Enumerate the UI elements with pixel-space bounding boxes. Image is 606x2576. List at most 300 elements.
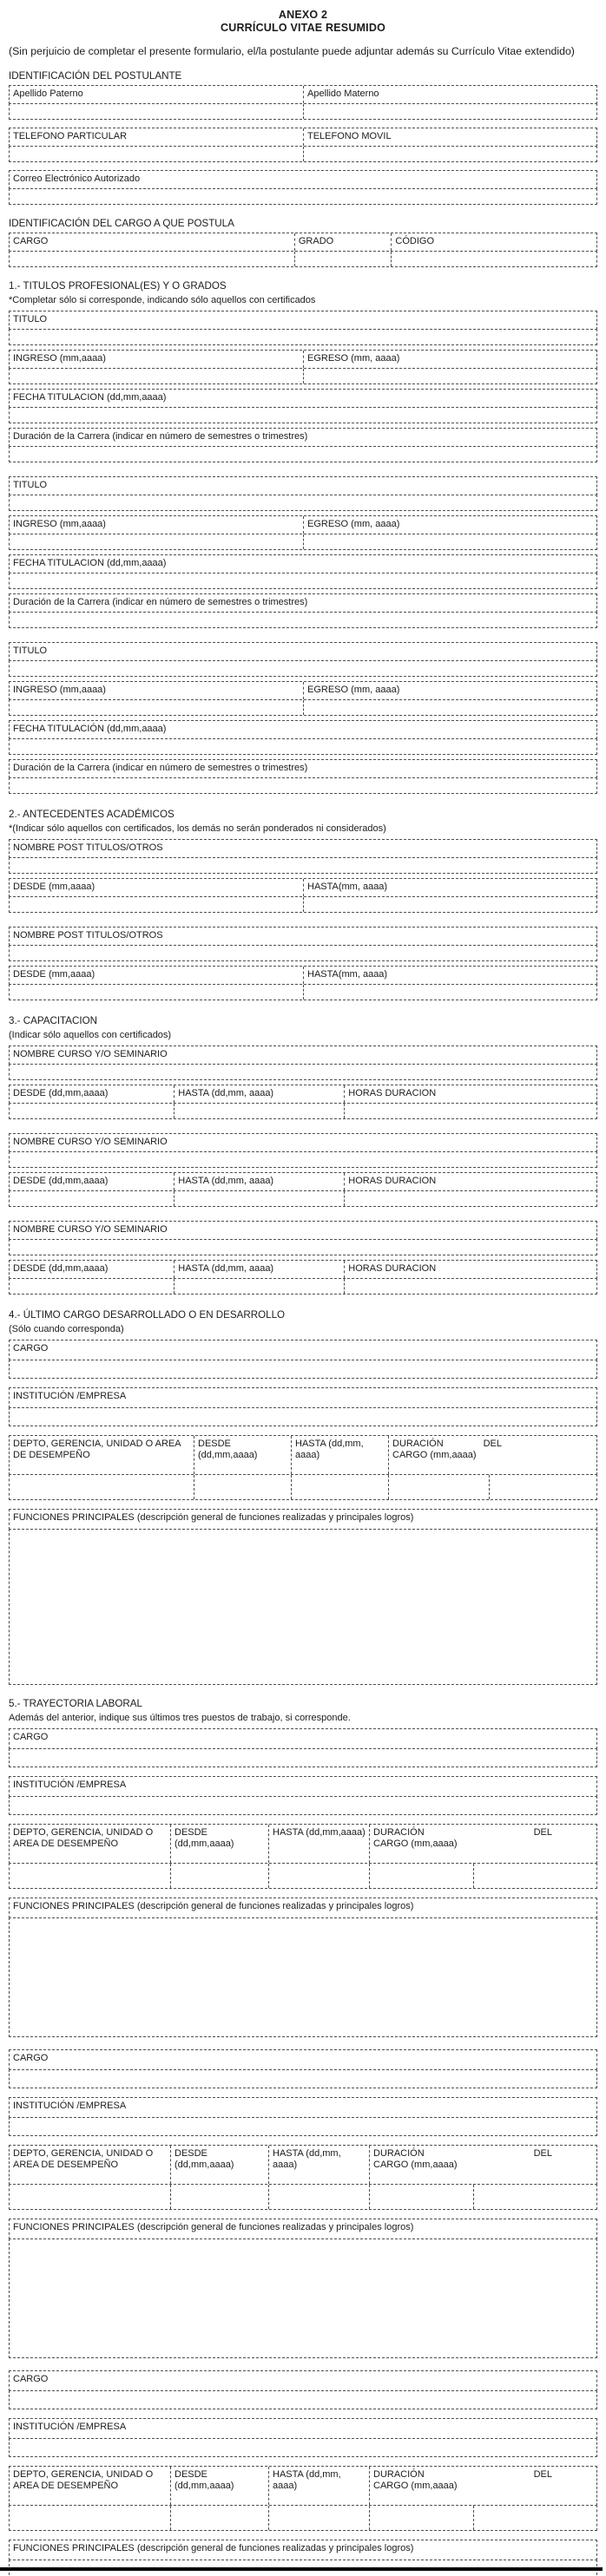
duracion-cargo-input[interactable]: [369, 1864, 473, 1888]
desde-hasta-label-row: [9, 878, 597, 897]
titulo-block-1: [9, 311, 597, 462]
cargo-detalle-input-row: [9, 1474, 597, 1500]
fecha-titulacion-group: [9, 720, 597, 755]
duracion-word1: DURACIÓN: [373, 1827, 425, 1838]
hasta-input[interactable]: [268, 2506, 369, 2530]
hasta-input[interactable]: [268, 2185, 369, 2209]
institucion-empresa-label: INSTITUCIÓN /EMPRESA: [13, 2422, 127, 2432]
duracion-carrera-input-row: [9, 446, 597, 462]
grado-label: GRADO: [294, 233, 392, 251]
nombre-curso-label: NOMBRE CURSO Y/O SEMINARIO: [13, 1049, 168, 1059]
nombre-curso-group: [9, 1133, 597, 1168]
hasta-label: HASTA (dd,mm, aaaa): [174, 1173, 344, 1190]
fecha-titulacion-input-row: [9, 738, 597, 755]
desde-hasta-group: [9, 878, 597, 913]
telefonos-group: [9, 128, 597, 162]
horas-duracion-label: HORAS DURACION: [344, 1261, 596, 1278]
nombre-post-titulo-label: NOMBRE POST TITULOS/OTROS: [13, 930, 163, 941]
cargo-detalle-header-row: [9, 1435, 597, 1475]
nombre-post-titulo-input[interactable]: [10, 858, 596, 873]
telefono-movil-label: TELEFONO MOVIL: [303, 128, 596, 146]
institucion-empresa-label: INSTITUCIÓN /EMPRESA: [13, 2101, 127, 2111]
duracion-carrera-label: Duración de la Carrera (indicar en número de semestres o trimestres): [13, 597, 308, 607]
institucion-group: [9, 1776, 597, 1815]
extra-input[interactable]: [473, 2185, 596, 2209]
cargo-input[interactable]: [10, 2391, 596, 2409]
ingreso-input[interactable]: [10, 534, 303, 549]
cargo-detalle-table: [9, 2466, 597, 2531]
titulo-input[interactable]: [10, 661, 596, 676]
funciones-input-row: [9, 1529, 597, 1685]
telefono-particular-input[interactable]: [10, 147, 303, 161]
duracion-carrera-input[interactable]: [10, 778, 596, 793]
nombre-curso-input[interactable]: [10, 1065, 596, 1079]
heading-capacitacion: 3.- CAPACITACION: [9, 1015, 97, 1026]
correo-autorizado-input[interactable]: [10, 189, 596, 204]
institucion-label-row: [9, 1776, 597, 1797]
nombre-curso-group: [9, 1045, 597, 1080]
correo-group: [9, 170, 597, 205]
titulo-input[interactable]: [10, 330, 596, 344]
ingreso-egreso-input-row: [9, 368, 597, 384]
nombre-curso-label-row: [9, 1133, 597, 1152]
heading-ultimo-cargo: 4.- ÚLTIMO CARGO DESARROLLADO O EN DESARROLLO: [9, 1309, 286, 1321]
funciones-label: FUNCIONES PRINCIPALES (descripción general de funciones realizadas y principales logros): [13, 1901, 414, 1911]
funciones-group: [9, 1898, 597, 2037]
desde-label: DESDE (dd,mm,aaaa): [13, 1263, 109, 1274]
depto-area-label: DEPTO, GERENCIA, UNIDAD O AREA DE DESEMPEÑO: [13, 2148, 154, 2170]
duracion-carrera-group: [9, 428, 597, 462]
cargo-detalle-input-row: [9, 2505, 597, 2531]
funciones-input-row: [9, 1917, 597, 2037]
cargo-input-row: [9, 2390, 597, 2409]
hasta-input[interactable]: [268, 1864, 369, 1888]
apellido-materno-input[interactable]: [303, 104, 596, 119]
fecha-titulacion-input-row: [9, 573, 597, 589]
funciones-input-row: [9, 2238, 597, 2358]
institucion-input-row: [9, 1796, 597, 1815]
page-bottom-rule: [0, 2567, 603, 2571]
hasta-input[interactable]: [303, 985, 596, 1000]
desde-label: DESDE (dd,mm,aaaa): [170, 2146, 268, 2184]
funciones-label-row: [9, 2540, 597, 2560]
fecha-titulacion-group: [9, 554, 597, 589]
apellido-materno-label: Apellido Materno: [303, 86, 596, 103]
extra-input[interactable]: [473, 2506, 596, 2530]
cargo-group: [9, 2049, 597, 2088]
cargo-label-row: [9, 1728, 597, 1749]
sec-postulante: [9, 69, 597, 205]
nombre-post-titulo-input-row: [9, 857, 597, 874]
cargo-input-row: [9, 1748, 597, 1767]
horas-duracion-label: HORAS DURACION: [344, 1085, 596, 1103]
cargo-group: [9, 1728, 597, 1767]
duracion-carrera-label: Duración de la Carrera (indicar en número de semestres o trimestres): [13, 763, 308, 773]
hasta-label: HASTA (dd,mm, aaaa): [174, 1085, 344, 1103]
depto-area-input[interactable]: [10, 2185, 170, 2209]
nombre-curso-label-row: [9, 1221, 597, 1240]
nombre-curso-label: NOMBRE CURSO Y/O SEMINARIO: [13, 1137, 168, 1147]
telefonos-input-row: [9, 146, 597, 162]
desde-input[interactable]: [10, 1191, 174, 1206]
duracion-carrera-input[interactable]: [10, 447, 596, 462]
funciones-label: FUNCIONES PRINCIPALES (descripción general de funciones realizadas y principales logros): [13, 2543, 414, 2553]
fecha-titulacion-input[interactable]: [10, 408, 596, 423]
apellidos-label-row: [9, 85, 597, 104]
titulo-label-row: [9, 476, 597, 495]
hasta-input[interactable]: [174, 1279, 344, 1294]
sec-capacitacion: [9, 1014, 597, 1295]
desde-hasta-label-row: [9, 966, 597, 985]
duracion-line1: [373, 2148, 552, 2160]
fecha-titulacion-group: [9, 389, 597, 423]
trayectoria-block-3: [9, 2370, 597, 2576]
titulo-label-row: [9, 642, 597, 661]
note-antecedentes: *(Indicar sólo aquellos con certificados, los demás no serán ponderados ni considerados): [9, 823, 386, 834]
egreso-label: EGRESO (mm, aaaa): [303, 351, 596, 368]
egreso-input[interactable]: [303, 534, 596, 549]
titulo-input[interactable]: [10, 495, 596, 510]
titulo-block-2: [9, 476, 597, 628]
nombre-curso-input-row: [9, 1239, 597, 1255]
sec-ultimo-cargo: [9, 1308, 597, 1685]
funciones-input[interactable]: [10, 1530, 596, 1684]
desde-input[interactable]: [10, 1104, 174, 1118]
duracion-word1: DURACIÓN: [373, 2469, 425, 2480]
ingreso-egreso-label-row: [9, 681, 597, 700]
cargo-label-row: [9, 1340, 597, 1360]
extra-input[interactable]: [473, 1864, 596, 1888]
hasta-label: HASTA(mm, aaaa): [303, 879, 596, 896]
hasta-label: HASTA (dd,mm,aaaa): [268, 1825, 369, 1863]
duracion-cargo-label: [369, 2467, 596, 2505]
institucion-empresa-label: INSTITUCIÓN /EMPRESA: [13, 1391, 127, 1401]
note-titulos: *Completar sólo si corresponde, indicando sólo aquellos con certificados: [9, 295, 316, 305]
extra-input[interactable]: [489, 1475, 596, 1499]
funciones-label-row: [9, 1898, 597, 1918]
cargo-group: [9, 1340, 597, 1379]
nombre-curso-input[interactable]: [10, 1152, 596, 1167]
cargo-postula-label-row: [9, 233, 597, 252]
cargo-input[interactable]: [10, 1360, 596, 1378]
hasta-input[interactable]: [174, 1191, 344, 1206]
duracion-line2: CARGO (mm,aaaa): [392, 1450, 477, 1460]
telefonos-label-row: [9, 128, 597, 147]
institucion-input-row: [9, 2438, 597, 2457]
desde-label: DESDE (dd,mm,aaaa): [13, 1176, 109, 1186]
nombre-post-titulo-label-row: [9, 927, 597, 946]
fecha-titulacion-label-row: [9, 389, 597, 408]
fechas-horas-input-row: [9, 1278, 597, 1295]
duracion-line2: CARGO (mm,aaaa): [373, 2160, 458, 2170]
fechas-horas-group: [9, 1260, 597, 1295]
duracion-carrera-input[interactable]: [10, 613, 596, 627]
form-title: ANEXO 2: [278, 9, 328, 21]
depto-area-label: DEPTO, GERENCIA, UNIDAD O AREA DE DESEMPEÑO: [13, 2469, 154, 2491]
titulo-label-row: [9, 311, 597, 330]
cargo-input[interactable]: [10, 1749, 596, 1766]
institucion-empresa-input[interactable]: [10, 2439, 596, 2456]
egreso-input[interactable]: [303, 700, 596, 715]
heading-trayectoria: 5.- TRAYECTORIA LABORAL: [9, 1698, 142, 1709]
fechas-horas-input-row: [9, 1103, 597, 1119]
duracion-cargo-label: [369, 1825, 596, 1863]
cargo-detalle-table: [9, 2145, 597, 2210]
titulo-label: TITULO: [13, 480, 48, 490]
ingreso-egreso-input-row: [9, 534, 597, 550]
nombre-post-titulo-group: [9, 927, 597, 961]
cargo-detalle-header-row: [9, 2466, 597, 2506]
egreso-input[interactable]: [303, 369, 596, 383]
fechas-horas-input-row: [9, 1190, 597, 1207]
nombre-curso-label: NOMBRE CURSO Y/O SEMINARIO: [13, 1224, 168, 1235]
cargo-label: CARGO: [13, 2374, 49, 2384]
ingreso-label: INGRESO (mm,aaaa): [13, 519, 106, 529]
titulo-block-3: [9, 642, 597, 794]
ingreso-egreso-input-row: [9, 699, 597, 716]
desde-input[interactable]: [170, 2506, 268, 2530]
institucion-input-row: [9, 2117, 597, 2136]
trayectoria-block-2: [9, 2049, 597, 2358]
desde-input[interactable]: [10, 897, 303, 912]
desde-label: DESDE (dd,mm,aaaa): [13, 1088, 109, 1098]
apellidos-input-row: [9, 103, 597, 120]
duracion-carrera-input-row: [9, 612, 597, 628]
duracion-word1: DURACIÓN: [373, 2148, 425, 2159]
post-titulo-block-1: [9, 839, 597, 913]
desde-input[interactable]: [170, 1864, 268, 1888]
cargo-input-row: [9, 1360, 597, 1379]
cargo-detalle-header-row: [9, 2145, 597, 2185]
heading-postulante: IDENTIFICACIÓN DEL POSTULANTE: [9, 70, 182, 82]
titulo-group: [9, 311, 597, 345]
egreso-label: EGRESO (mm, aaaa): [303, 682, 596, 699]
titulo-group: [9, 476, 597, 511]
hasta-input[interactable]: [303, 897, 596, 912]
funciones-label-row: [9, 2219, 597, 2239]
capacitacion-block-2: [9, 1133, 597, 1207]
capacitacion-block-3: [9, 1221, 597, 1295]
funciones-input[interactable]: [10, 1918, 596, 2036]
institucion-empresa-input[interactable]: [10, 2118, 596, 2135]
cargo-postula-group: [9, 233, 597, 267]
fechas-horas-label-row: [9, 1085, 597, 1104]
horas-duracion-label: HORAS DURACION: [344, 1173, 596, 1190]
titulo-input-row: [9, 660, 597, 677]
desde-label: DESDE (dd,mm,aaaa): [194, 1436, 291, 1474]
institucion-label-row: [9, 2418, 597, 2439]
depto-area-input[interactable]: [10, 2506, 170, 2530]
institucion-label-row: [9, 1387, 597, 1408]
duracion-carrera-label-row: [9, 428, 597, 447]
fecha-titulacion-input[interactable]: [10, 739, 596, 754]
telefono-movil-input[interactable]: [303, 147, 596, 161]
nombre-curso-input-row: [9, 1064, 597, 1080]
sec-cargo-postula: [9, 217, 597, 267]
funciones-label-row: [9, 1509, 597, 1530]
horas-duracion-input[interactable]: [344, 1104, 596, 1118]
duracion-carrera-label-row: [9, 759, 597, 778]
horas-duracion-input[interactable]: [344, 1191, 596, 1206]
desde-label: DESDE (mm,aaaa): [13, 969, 96, 980]
cargo-input[interactable]: [10, 2070, 596, 2088]
desde-input[interactable]: [170, 2185, 268, 2209]
fechas-horas-group: [9, 1085, 597, 1119]
hasta-label: HASTA (dd,mm, aaaa): [291, 1436, 388, 1474]
trayectoria-block-1: [9, 1728, 597, 2037]
institucion-empresa-input[interactable]: [10, 1408, 596, 1426]
hasta-label: HASTA (dd,mm, aaaa): [268, 2146, 369, 2184]
cargo-detalle-input-row: [9, 1863, 597, 1889]
funciones-label: FUNCIONES PRINCIPALES (descripción general de funciones realizadas y principales logros): [13, 2222, 414, 2232]
desde-label: DESDE (dd,mm,aaaa): [170, 1825, 268, 1863]
nombre-curso-input[interactable]: [10, 1240, 596, 1255]
duracion-line2: CARGO (mm,aaaa): [373, 2481, 458, 2491]
duracion-carrera-label: Duración de la Carrera (indicar en número de semestres o trimestres): [13, 431, 308, 442]
desde-input[interactable]: [10, 985, 303, 1000]
duracion-word1: DURACIÓN: [392, 1439, 444, 1449]
depto-area-input[interactable]: [10, 1864, 170, 1888]
institucion-input-row: [9, 1407, 597, 1426]
desde-hasta-input-row: [9, 984, 597, 1000]
hasta-input[interactable]: [174, 1104, 344, 1118]
cargo-detalle-input-row: [9, 2184, 597, 2210]
fechas-horas-group: [9, 1172, 597, 1207]
form-subtitle: CURRÍCULO VITAE RESUMIDO: [221, 22, 385, 34]
codigo-input[interactable]: [391, 252, 596, 266]
desde-hasta-group: [9, 966, 597, 1000]
horas-duracion-input[interactable]: [344, 1279, 596, 1294]
fecha-titulacion-label-row: [9, 720, 597, 739]
cargo-detalle-header-row: [9, 1824, 597, 1864]
cargo-postula-input-row: [9, 251, 597, 267]
duracion-cargo-label: [369, 2146, 596, 2184]
cargo-label: CARGO: [13, 2053, 49, 2063]
codigo-label: CÓDIGO: [391, 233, 596, 251]
capacitacion-block-1: [9, 1045, 597, 1119]
hasta-label: HASTA (dd,mm, aaaa): [174, 1261, 344, 1278]
duracion-line1: [373, 1827, 552, 1839]
note-capacitacion: (Indicar sólo aquellos con certificados): [9, 1030, 172, 1040]
fecha-titulacion-label-row: [9, 554, 597, 574]
apellido-paterno-input[interactable]: [10, 104, 303, 119]
ingreso-input[interactable]: [10, 700, 303, 715]
funciones-input[interactable]: [10, 2239, 596, 2357]
nombre-curso-input-row: [9, 1151, 597, 1168]
depto-area-label: DEPTO, GERENCIA, UNIDAD O AREA DE DESEMPEÑO: [13, 1827, 154, 1849]
ingreso-input[interactable]: [10, 369, 303, 383]
duracion-cargo-input[interactable]: [388, 1475, 489, 1499]
heading-cargo-postula: IDENTIFICACIÓN DEL CARGO A QUE POSTULA: [9, 218, 234, 229]
ingreso-egreso-label-row: [9, 515, 597, 534]
apellidos-group: [9, 85, 597, 120]
correo-input-row: [9, 188, 597, 205]
nombre-post-titulo-label-row: [9, 839, 597, 858]
apellido-paterno-label: Apellido Paterno: [13, 88, 83, 99]
cargo-input-row: [9, 2069, 597, 2088]
fecha-titulacion-input-row: [9, 407, 597, 423]
desde-input[interactable]: [194, 1475, 291, 1499]
cargo-label: CARGO: [13, 1343, 49, 1354]
duracion-cargo-input[interactable]: [369, 2506, 473, 2530]
cargo-label-row: [9, 2370, 597, 2391]
cargo-detalle-table: [9, 1435, 597, 1500]
correo-label-row: [9, 170, 597, 189]
nombre-post-titulo-group: [9, 839, 597, 874]
titulo-input-row: [9, 495, 597, 511]
post-titulo-block-2: [9, 927, 597, 1000]
duracion-cargo-input[interactable]: [369, 2185, 473, 2209]
ingreso-egreso-group: [9, 515, 597, 550]
ingreso-label: INGRESO (mm,aaaa): [13, 685, 106, 695]
nombre-post-titulo-label: NOMBRE POST TITULOS/OTROS: [13, 842, 163, 853]
titulo-label: TITULO: [13, 646, 48, 656]
nombre-post-titulo-input-row: [9, 945, 597, 961]
cargo-group: [9, 2370, 597, 2409]
heading-antecedentes: 2.- ANTECEDENTES ACADÉMICOS: [9, 809, 175, 820]
duracion-cargo-label: [388, 1436, 596, 1474]
heading-titulos: 1.- TITULOS PROFESIONAL(ES) Y O GRADOS: [9, 280, 227, 292]
duracion-carrera-group: [9, 759, 597, 794]
fecha-titulacion-input[interactable]: [10, 574, 596, 588]
institucion-group: [9, 2418, 597, 2457]
egreso-label: EGRESO (mm, aaaa): [303, 516, 596, 534]
sec-titulos: [9, 279, 597, 794]
institucion-group: [9, 2097, 597, 2136]
desde-hasta-input-row: [9, 896, 597, 913]
nombre-curso-label-row: [9, 1045, 597, 1065]
duracion-word2: DEL: [483, 1439, 502, 1449]
nombre-curso-group: [9, 1221, 597, 1255]
duracion-carrera-label-row: [9, 593, 597, 613]
fecha-titulacion-label: FECHA TITULACION (dd,mm,aaaa): [13, 392, 167, 403]
sec-antecedentes: [9, 808, 597, 1000]
duracion-line1: [392, 1439, 502, 1450]
depto-area-label: DEPTO, GERENCIA, UNIDAD O AREA DE DESEMPEÑO: [13, 1439, 181, 1460]
duracion-word2: DEL: [533, 1827, 552, 1838]
hasta-label: HASTA (dd,mm, aaaa): [268, 2467, 369, 2505]
titulo-group: [9, 642, 597, 677]
duracion-line2: CARGO (mm,aaaa): [373, 1839, 458, 1849]
institucion-empresa-label: INSTITUCIÓN /EMPRESA: [13, 1780, 127, 1790]
cargo-input[interactable]: [10, 252, 294, 266]
ingreso-egreso-group: [9, 681, 597, 716]
fechas-horas-label-row: [9, 1260, 597, 1279]
note-ultimo-cargo: (Sólo cuando corresponda): [9, 1324, 124, 1334]
ingreso-egreso-group: [9, 350, 597, 384]
duracion-word2: DEL: [533, 2148, 552, 2159]
institucion-empresa-input[interactable]: [10, 1797, 596, 1814]
cargo-label-row: [9, 2049, 597, 2070]
sec-trayectoria: [9, 1697, 597, 2576]
telefono-particular-label: TELEFONO PARTICULAR: [13, 131, 128, 141]
titulo-input-row: [9, 329, 597, 345]
fecha-titulacion-label: FECHA TITULACION (dd,mm,aaaa): [13, 558, 167, 568]
funciones-label: FUNCIONES PRINCIPALES (descripción general de funciones realizadas y principales logros): [13, 1512, 414, 1523]
nombre-post-titulo-input[interactable]: [10, 946, 596, 960]
desde-input[interactable]: [10, 1279, 174, 1294]
depto-area-input[interactable]: [10, 1475, 194, 1499]
cargo-detalle-table: [9, 1824, 597, 1889]
funciones-group: [9, 2219, 597, 2358]
cargo-label: CARGO: [13, 236, 49, 246]
hasta-input[interactable]: [291, 1475, 388, 1499]
grado-input[interactable]: [294, 252, 392, 266]
duracion-line1: [373, 2469, 552, 2481]
desde-label: DESDE (dd,mm,aaaa): [170, 2467, 268, 2505]
fecha-titulacion-label: FECHA TITULACIÓN (dd,mm,aaaa): [13, 724, 167, 734]
hasta-label: HASTA(mm, aaaa): [303, 967, 596, 984]
